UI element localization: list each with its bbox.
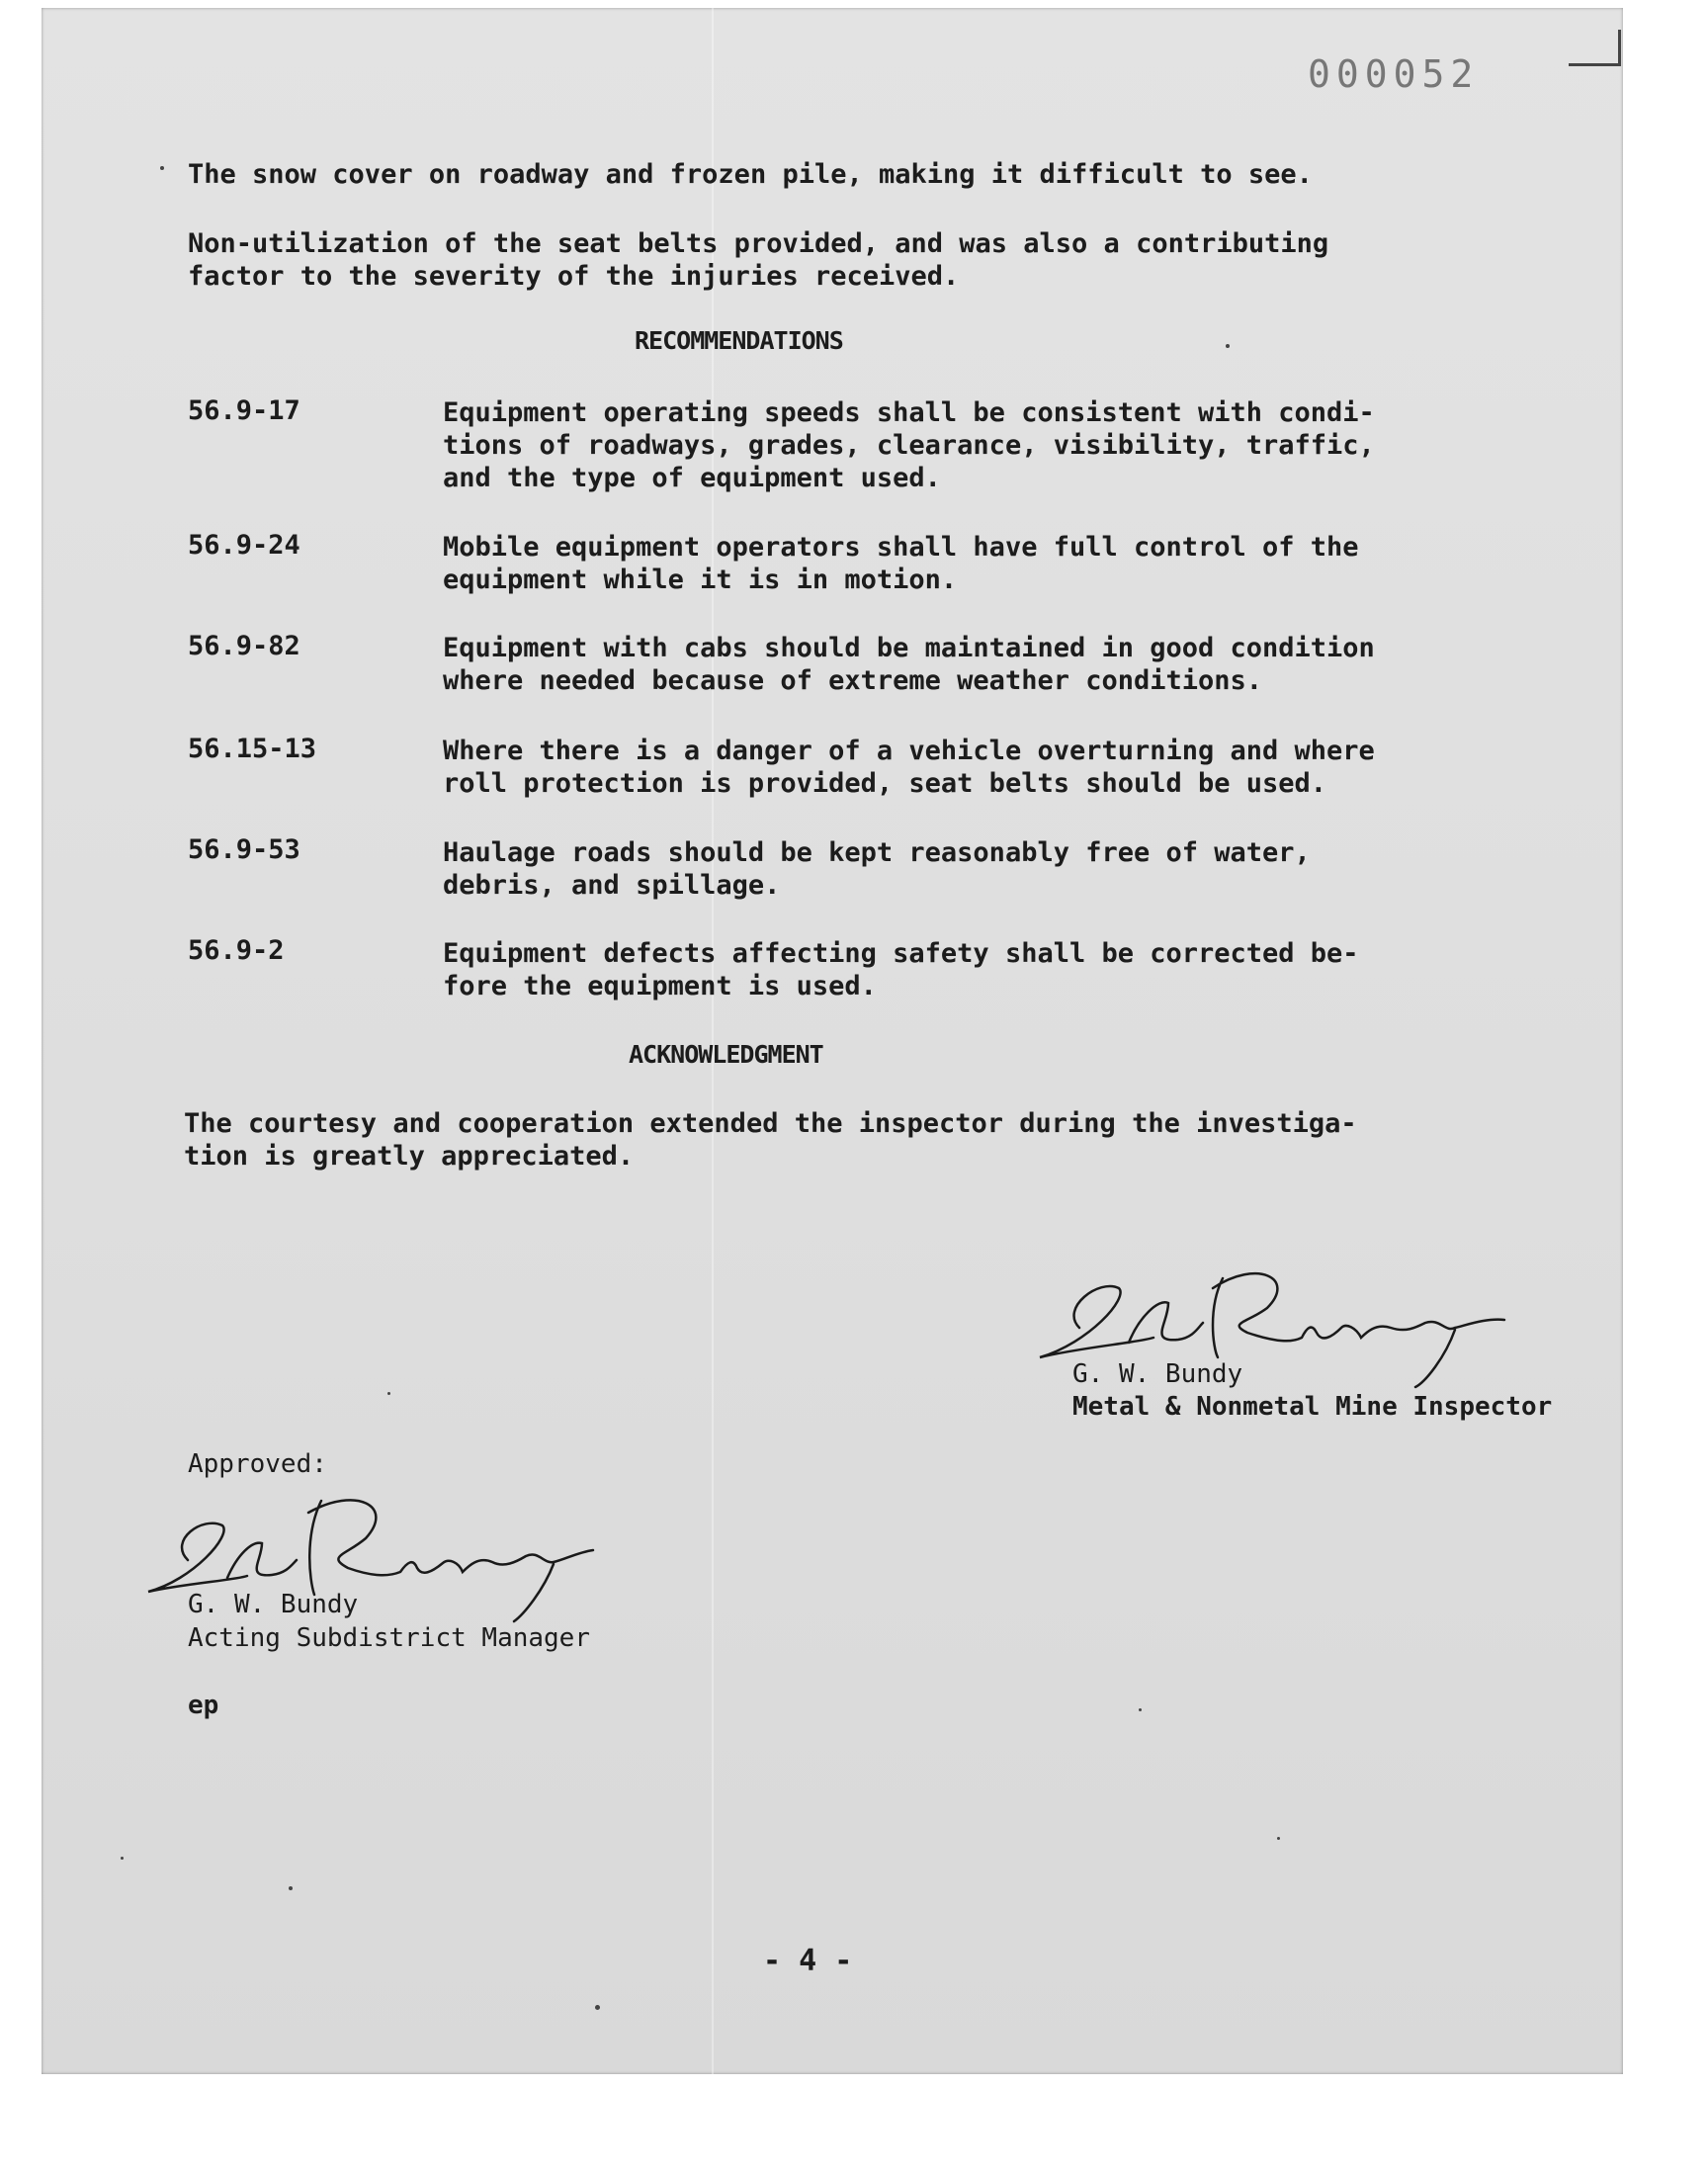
scan-speck [121,1857,124,1860]
rec-text-line: fore the equipment is used. [443,971,877,1001]
scan-speck [289,1886,293,1890]
finding-line-2b: factor to the severity of the injuries received. [188,261,960,292]
scan-speck [1226,344,1230,348]
finding-line-2a: Non-utilization of the seat belts provided, and was also a contributing [188,228,1329,259]
rec-text-line: equipment while it is in motion. [443,565,958,595]
finding-line-1: The snow cover on roadway and frozen pile, making it difficult to see. [188,159,1313,190]
inspector-title: Metal & Nonmetal Mine Inspector [1072,1392,1553,1422]
approved-label: Approved: [188,1449,327,1479]
rec-text-line: tions of roadways, grades, clearance, visibility, traffic, [443,430,1375,461]
scan-speck [387,1392,390,1395]
approver-title: Acting Subdistrict Manager [188,1623,590,1653]
scan-speck [160,166,164,170]
rec-text-line: Equipment defects affecting safety shall be corrected be- [443,938,1359,969]
rec-text-line: and the type of equipment used. [443,463,941,493]
rec-code: 56.9-82 [188,631,300,661]
rec-text-line: Where there is a danger of a vehicle overturning and where [443,736,1375,766]
rec-code: 56.15-13 [188,734,317,764]
scan-speck [1139,1708,1142,1711]
rec-code: 56.9-24 [188,530,300,561]
acknowledgment-line-2: tion is greatly appreciated. [184,1141,635,1172]
page-number: - 4 - [763,1944,853,1978]
approver-name: G. W. Bundy [188,1590,359,1619]
rec-text-line: Mobile equipment operators shall have full control of the [443,532,1359,563]
rec-text-line: roll protection is provided, seat belts should be used. [443,768,1327,799]
document-number: 000052 [1308,52,1480,96]
rec-text-line: Haulage roads should be kept reasonably free of water, [443,837,1311,868]
rec-text-line: debris, and spillage. [443,870,781,901]
rec-text-line: where needed because of extreme weather conditions. [443,665,1263,696]
inspector-name: G. W. Bundy [1072,1359,1243,1389]
recommendations-heading: RECOMMENDATIONS [635,326,843,355]
typist-initials: ep [188,1691,219,1720]
document-page [42,8,1623,2074]
acknowledgment-line-1: The courtesy and cooperation extended the inspector during the investiga- [184,1108,1357,1139]
rec-code: 56.9-17 [188,395,300,426]
corner-staple-mark [1569,30,1621,66]
scan-speck [1277,1837,1280,1840]
rec-text-line: Equipment with cabs should be maintained in good condition [443,633,1375,663]
scan-speck [595,2005,600,2010]
rec-text-line: Equipment operating speeds shall be consistent with condi- [443,397,1375,428]
rec-code: 56.9-53 [188,834,300,865]
rec-code: 56.9-2 [188,935,285,966]
acknowledgment-heading: ACKNOWLEDGMENT [629,1040,823,1069]
